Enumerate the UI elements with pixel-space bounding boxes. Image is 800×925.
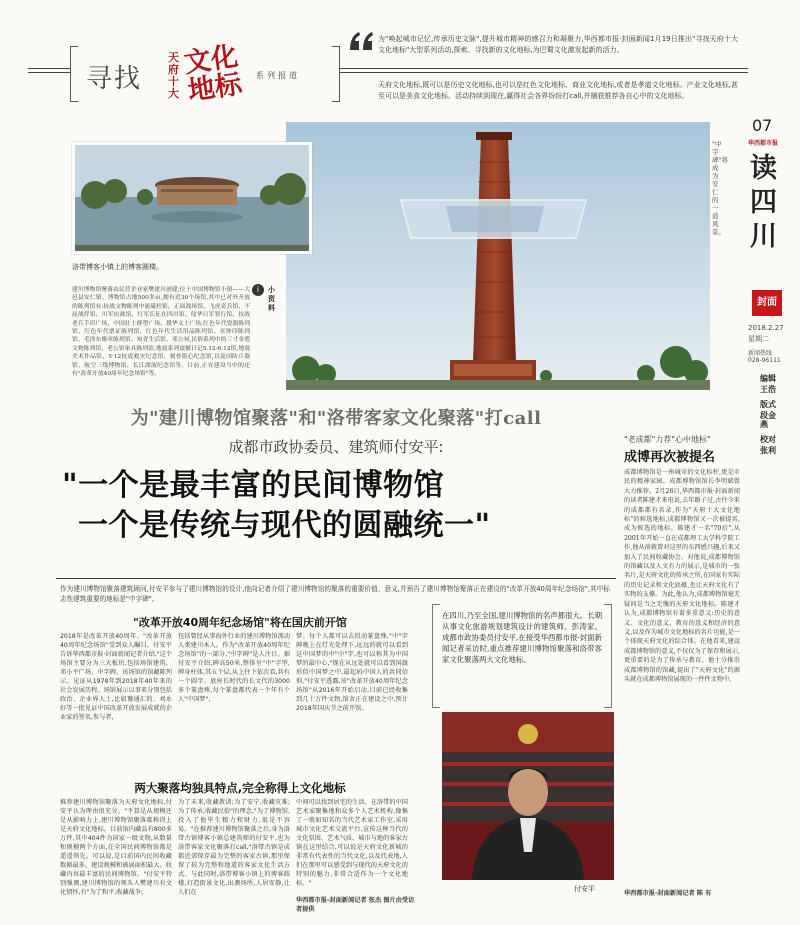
staff-list	[760, 374, 776, 455]
right-column-kicker: "老成都"力荐"心中地标"	[624, 435, 711, 444]
page-number: 07	[752, 116, 773, 135]
staff-person: 段金燕	[760, 411, 776, 429]
quote-mark-icon	[348, 30, 374, 52]
sidebar	[748, 112, 788, 712]
staff-person: 张利	[760, 446, 776, 455]
section2-heading: 两大聚落均独具特点,完全称得上文化地标	[134, 781, 346, 795]
staff-role: 编辑	[760, 374, 776, 383]
quote-bracket-right	[604, 604, 612, 708]
column-label-box	[70, 40, 340, 107]
headline-main-1: "一个是最丰富的民间博物馆	[62, 468, 445, 503]
section2-credit: 华西都市报-封面新闻记者 张杰 图片由受访者提供	[296, 897, 415, 913]
headline-rule	[56, 578, 616, 579]
right-column-credit: 华西都市报-封面新闻记者 陈 有	[624, 890, 712, 897]
luodai-photo-caption: 洛带博客小镇上的博客圆楼。	[72, 263, 163, 271]
headline-byline: 成都市政协委员、建筑师付安平:	[228, 438, 444, 456]
portrait-caption: 付安平	[574, 885, 595, 893]
paper-name-logo: 华西都市报	[748, 140, 779, 147]
brand-badge: 封面	[752, 290, 782, 316]
section-char: 读	[750, 153, 777, 184]
quote-bracket-left	[432, 604, 440, 708]
section1-col3: 梦。每个人都可以去投动篆盘殊,"中"字碑晚上在灯光处理下,远远的就可以看到这中国梦的中"中"字,也可以称其为中国梦的最中心,"现在从远处就可以看到国旗形似中国梦之中,最起码中国人的共同信仰,"付安平透露,该"改革开放40周年纪念场馆"从2016年开始启动,目前已经收集到几十万件文物,馆舍正在建设之中,预计2018年国庆节之前开馆。	[296, 633, 408, 712]
section-char: 四	[750, 187, 777, 218]
column-name: 寻找	[86, 64, 143, 94]
intro-paragraph-2: 天府文化地标,既可以是历史文化地标,也可以是红色文化地标、商业文化地标,或者是孝道文化地标、产业文化地标,甚至可以是美食文化地标。活动持续到现在,赢得社会各界纷纷打call,并捕获推荐各自心中的文化地标。	[378, 81, 738, 100]
section1-col2: 包括曾经从事海外行业的建川博物馆流动人类建川本人。作为"改革开放40周年纪念场馆"的一部分,"中字碑"是人注目。据付安平介绍,碑高50米,整体呈"中"字型,碑身柱体,其五个层,从上往下依次看,共有一个圆字。底座长时代的长文代的3000多个篆盘殊,每个篆盘都代表一个年有个人"中国梦",	[178, 633, 290, 703]
section-title	[750, 152, 786, 254]
issue-date: 2018.2.27	[748, 324, 784, 332]
info-text: 建川博物馆聚落由民营企业家樊建川创建,位于中国博物馆小镇——大邑县安仁镇。博物馆占地500多亩,拥有近30个场馆,其中已对外开放的陈列馆有:抗战文物陈列中流砥柱馆、正面战场馆、飞虎奇兵馆、不屈战俘馆、川军抗战馆、红军长征在四川馆、侵华日军罪行馆、抗战老兵手印广场、中国壮士群塑广场、援华义士广场,红色年代瓷器陈列馆、红色年代票证陈列馆、红色年代生活用品陈列馆、章钟印陈列馆、毛泽东像章陈列馆、知青生活馆、邓公祠,民俗系列中的三寸金莲文物陈列馆、老公馆家具陈列馆,地震系列震撼日记5.12-6.12馆,地震美术作品馆、5·12抗震救灾纪念馆、刻骨铭心纪念馆,以及国防兵器馆、航空三线博物馆、长江漂流纪念馆等。目前,正在建设当中的还有"改革开放40周年纪念场馆"等。	[72, 287, 250, 378]
intro-paragraph-1: 为"唤起城市记忆,传承历史文脉",提升城市精神的感召力和凝聚力,华西都市报·封面新闻1月19日推出"寻找天府十大文化地标"大型系列活动,探索、寻找新的文化地标,为巴蜀文化激发起新的活力。	[378, 35, 738, 54]
pull-quote-box	[432, 604, 612, 708]
hotline-label: 新闻热线	[748, 350, 773, 357]
right-column-body: 成都博物馆是一座城市的文化标杆,更是市民的精神家园。成都博物馆馆长李明斌曾大力推荐。2月26日,华西都市报·封面新闻的读者陈建才来电说,去年路子过,古往今来的成都都有名录,作为"天府十大文化地标"的候选地标,成都博物馆又一次被提名,成为候选的地标。陈建才一名"70后",从2001年开始一直在成都理工大学科学院工作,他从前就曾对这里的东西感兴趣,后来又加入了民间收藏协会。对他说,成都博物馆的馆藏以及人文有力的展示,是城市的一张名片,是天府文化的传承之所,在国家有实际的历史记录和文化底蕴,也让天府文化有了实物的支撑。为此,他认为,成都博物馆毫无疑问是当之无愧的天府文化地标。陈建才认为,成都博物馆有着多重意义:历史的意义、文化的意义、教育的意义和经济的意义,以及作为城市文化地标的名片功能,是一个体现天府文化的综合体。在他看来,建设成都博物馆的意义,不仅仅为了保存和展示,更重要的是为了传承与教育。他十分推崇成都博物馆的馆藏,提出了"天府文化"的源头就在成都博物馆展现的一件件文物中。	[624, 469, 740, 683]
section1-col1: 2018年是改革开放40周年。"改革开放40周年纪念场馆"受到众人瞩目。付安平告诉华西都市报·封面新闻记者介绍,"这个场馆主要分为三大板块,包括场馆建筑、邓小平广场、中字碑。该场馆的馆藏陈列示、见证从1978年到2018年40年来的社会发展历程。场馆展示以事来分别包括政治、企业界人士,比如豫通汇的、刘永好等一批见证中国改革开放发展成就的企业家的签名,参与者,	[60, 633, 172, 721]
bracket-right	[332, 46, 340, 102]
section2-col1: 推荐建川博物馆聚落为天府文化地标,付安平认为理由很充分。"不算是从规模还是从影响力上,建川博物馆聚落都称得上是天府文化地标。目前馆内藏品有800多万件,其中404件为国家一级文物,从数量和规模两个方面,在全国民间博物馆都是遥遥领先。可以说,是目前国内民间收藏数据最多、建设规模和被展面积最大、收藏内容最丰富的民间博物馆。"付安平特别强调,建川博物馆的领头人樊建川有文化情怀,有"为了和平,收藏战争;	[60, 799, 172, 896]
info-label: 小资料	[268, 286, 275, 312]
pull-quote-text: 在四川,乃至全国,建川博物馆的名声都很大。长期从事文化旅游规划建筑设计的建筑师、彭涛家、成都市政协委员付安平,在接受华西都市报·封面新闻记者采访时,重点推荐建川博物馆聚落和洛带客家文化聚落两大文化地标。	[442, 611, 602, 664]
bracket-left	[70, 46, 78, 102]
section2-col2: 为了未来,收藏教训;为了安宁,收藏灾难;为了传承,收藏民俗"的理念,"为了博物馆,投入了他毕生精力和财力,很是不容易。"在推荐建川博物馆聚落之后,身为洛带古镇博客小镇总建筑师的付安平,也为洛带客家文化聚落打call,"洛带古镇是成都近郊保存最为完整的客家古镇,那里保留了较为完整和地道的客家文化生活方式。与此同时,洛带博客小镇上的博客圆楼,打造街景文化,出测场所,人居安静,让人们在	[178, 799, 290, 896]
section1-heading: "改革开放40周年纪念场馆"将在国庆前开馆	[133, 616, 347, 629]
tower-photo	[286, 122, 710, 390]
staff-role: 版式	[760, 400, 776, 409]
headline-kicker: 为"建川博物馆聚落"和"洛带客家文化聚落"打call	[130, 408, 542, 429]
section2-col3: 中间可以找到居宅的生活。在洛带的中国艺术家聚集地和众多个人艺术机构,像集了一般如知名的当代艺术家工作室,采用城市文化艺术交流平台,宣传这种当代的文化氛围、艺术气质、城市与地的客家古镇在这里结合,可以说是天府文化新城的非常有代表性的当代文化,以及代表地,人们在那里可以感受到与现代的天府文化的特别的魅力,非常合适作为一个文化地标。"	[296, 799, 408, 887]
staff-role: 校对	[760, 435, 776, 444]
portrait-photo	[442, 712, 614, 880]
info-box	[72, 284, 282, 394]
tower-photo-caption: "中字碑"将成为安仁的一道风景。	[712, 140, 728, 236]
lead-paragraph: 作为建川博物馆聚落建筑顾问,付安平参与了建川博物馆的设计,他向记者介绍了建川博物馆的聚落的重要价值、意义,并预告了建川博物馆聚落正在建设的"改革开放40周年纪念场馆",其中标志性建筑重要的地标是"中字碑"。	[60, 585, 610, 603]
series-title-small: 天府十大	[168, 51, 179, 100]
right-column-heading: 成博再次被提名	[624, 450, 716, 465]
series-suffix: 系列报道	[256, 71, 300, 80]
hotline-number: 028-96111	[748, 357, 781, 364]
issue-weekday: 星期二	[748, 335, 769, 343]
headline-main-2: 一个是传统与现代的圆融统一"	[78, 508, 491, 543]
staff-person: 王浩	[760, 385, 776, 394]
luodai-photo	[72, 142, 312, 254]
section-char: 川	[750, 221, 777, 252]
series-title-big: 文化地标	[182, 40, 244, 107]
info-icon: i	[252, 284, 264, 296]
